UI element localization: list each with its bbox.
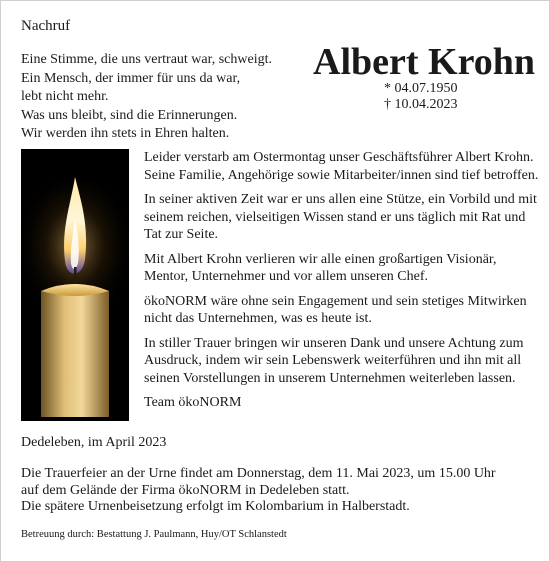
signature: Team ökoNORM bbox=[144, 395, 242, 410]
death-date: † 10.04.2023 bbox=[384, 97, 458, 112]
obituary-text bbox=[144, 149, 539, 419]
poem-line: Ein Mensch, der immer für uns da war, bbox=[21, 70, 241, 86]
poem-line: Eine Stimme, die uns vertraut war, schweigt. bbox=[21, 52, 272, 67]
life-dates bbox=[384, 81, 458, 113]
funeral-home-credit: Betreuung durch: Bestattung J. Paulmann, Huy/OT Schlanstedt bbox=[21, 529, 287, 540]
paragraph: In stiller Trauer bringen wir unseren Dank und unsere Achtung zum Ausdruck, indem wir sein Lebenswerk weiterführen und ihn mit all seinen Vorstellungen in unserem Unternehmen weiterleben lassen. bbox=[144, 335, 524, 386]
paragraph: Mit Albert Krohn verlieren wir alle einen großartigen Visionär, Mentor, Unternehmer und vor allem unseren Chef. bbox=[144, 251, 497, 284]
paragraph: ökoNORM wäre ohne sein Engagement und sein stetiges Mitwirken nicht das Unternehmen, was es heute ist. bbox=[144, 293, 527, 326]
paragraph: In seiner aktiven Zeit war er uns allen eine Stütze, ein Vorbild und mit seinem reichen, vielseitigen Wissen stand er uns täglich mit Rat und Tat zur Seite. bbox=[144, 192, 537, 242]
poem-line: Wir werden ihn stets in Ehren halten. bbox=[21, 126, 230, 141]
paragraph: Leider verstarb am Ostermontag unser Geschäftsführer Albert Krohn. Seine Familie, Angehörige sowie Mitarbeiter/innen sind tief betroffen. bbox=[144, 150, 539, 183]
funeral-line: Die Trauerfeier an der Urne findet am Donnerstag, dem 11. Mai 2023, um 15.00 Uhr bbox=[21, 466, 496, 481]
place-date: Dedeleben, im April 2023 bbox=[21, 435, 167, 450]
candle-icon bbox=[21, 149, 129, 421]
poem-line: Was uns bleibt, sind die Erinnerungen. bbox=[21, 107, 238, 123]
funeral-line: auf dem Gelände der Firma ökoNORM in Dedeleben statt. bbox=[21, 482, 350, 498]
funeral-line: Die spätere Urnenbeisetzung erfolgt im Kolombarium in Halberstadt. bbox=[21, 499, 410, 514]
birth-date: * 04.07.1950 bbox=[384, 81, 458, 96]
funeral-info bbox=[21, 466, 541, 516]
deceased-name: Albert Krohn bbox=[313, 41, 536, 83]
poem-line: lebt nicht mehr. bbox=[21, 89, 109, 104]
memorial-poem bbox=[21, 51, 272, 144]
notice-heading: Nachruf bbox=[21, 18, 71, 34]
